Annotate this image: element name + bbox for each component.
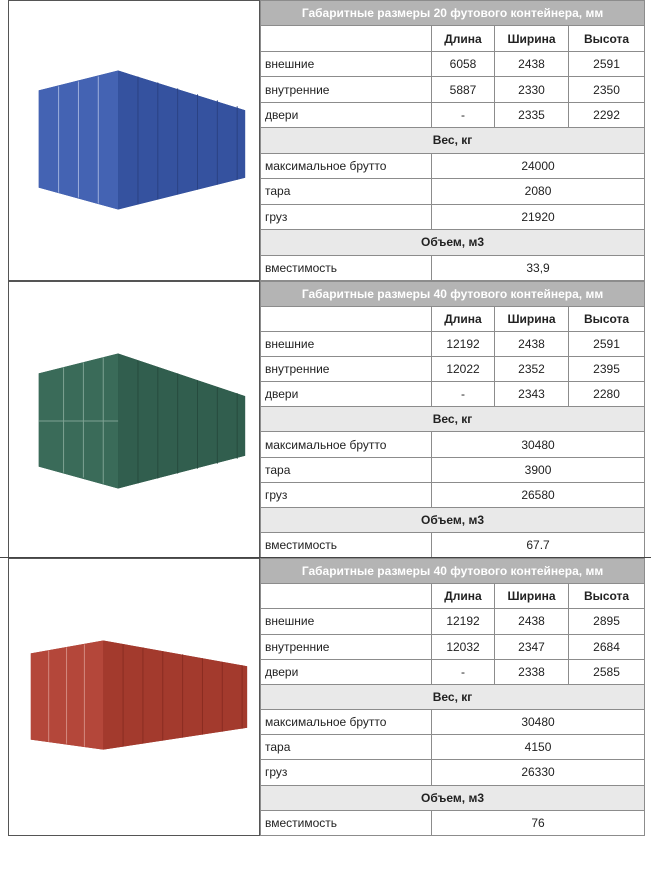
volume-value: 67.7 [432, 532, 645, 557]
spec-title: Габаритные размеры 20 футового контейнера, мм [261, 1, 645, 26]
blue-20ft-container-image [9, 1, 259, 280]
weight-row-cargo [261, 760, 645, 785]
value-width: 2347 [495, 634, 569, 659]
weight-header-row [261, 684, 645, 709]
spec-title-row [261, 1, 645, 26]
value-height: 2292 [569, 102, 645, 127]
weight-row-gross [261, 710, 645, 735]
row-label: груз [261, 760, 432, 785]
value-height: 2395 [569, 357, 645, 382]
value-length: 12192 [432, 609, 495, 634]
red-40ft-container-image [9, 559, 259, 835]
dimensions-header-row [261, 26, 645, 51]
dims-row-external [261, 51, 645, 76]
dims-row-internal [261, 634, 645, 659]
weight-value: 26330 [432, 760, 645, 785]
volume-row [261, 532, 645, 557]
row-label: вместимость [261, 810, 432, 835]
value-length: - [432, 659, 495, 684]
volume-value: 33,9 [432, 255, 645, 280]
weight-row-gross [261, 153, 645, 178]
row-label: внешние [261, 51, 432, 76]
weight-row-gross [261, 432, 645, 457]
weight-value: 2080 [432, 179, 645, 204]
header-height: Высота [569, 26, 645, 51]
value-length: 12032 [432, 634, 495, 659]
value-length: - [432, 102, 495, 127]
value-length: 12192 [432, 332, 495, 357]
volume-value: 76 [432, 810, 645, 835]
row-label: максимальное брутто [261, 153, 432, 178]
value-width: 2330 [495, 77, 569, 102]
weight-row-tare [261, 457, 645, 482]
header-empty-cell [261, 26, 432, 51]
container-image-cell [8, 558, 260, 836]
row-label: двери [261, 659, 432, 684]
value-width: 2338 [495, 659, 569, 684]
row-label: внешние [261, 609, 432, 634]
weight-row-cargo [261, 482, 645, 507]
value-length: - [432, 382, 495, 407]
spec-title-row [261, 559, 645, 584]
row-label: груз [261, 482, 432, 507]
row-label: тара [261, 735, 432, 760]
header-empty-cell [261, 307, 432, 332]
value-width: 2352 [495, 357, 569, 382]
header-width: Ширина [495, 26, 569, 51]
weight-header: Вес, кг [261, 407, 645, 432]
container-side-face [103, 640, 247, 749]
spec-title-row [261, 282, 645, 307]
spec-table [260, 558, 645, 836]
row-label: груз [261, 204, 432, 229]
volume-header-row [261, 785, 645, 810]
value-width: 2343 [495, 382, 569, 407]
container-block-40ft-red [8, 558, 644, 836]
dimensions-header-row [261, 307, 645, 332]
volume-header: Объем, м3 [261, 507, 645, 532]
weight-value: 4150 [432, 735, 645, 760]
volume-header-row [261, 230, 645, 255]
row-label: вместимость [261, 532, 432, 557]
weight-row-tare [261, 179, 645, 204]
weight-value: 21920 [432, 204, 645, 229]
header-empty-cell [261, 584, 432, 609]
weight-row-tare [261, 735, 645, 760]
dims-row-doors [261, 102, 645, 127]
weight-header-row [261, 128, 645, 153]
value-height: 2350 [569, 77, 645, 102]
container-block-20ft [8, 0, 644, 281]
value-height: 2591 [569, 51, 645, 76]
row-label: вместимость [261, 255, 432, 280]
value-height: 2591 [569, 332, 645, 357]
container-block-40ft-green [8, 281, 644, 558]
row-label: внутренние [261, 634, 432, 659]
row-label: тара [261, 457, 432, 482]
volume-header: Объем, м3 [261, 785, 645, 810]
weight-value: 26580 [432, 482, 645, 507]
value-width: 2438 [495, 609, 569, 634]
dimensions-header-row [261, 584, 645, 609]
value-length: 12022 [432, 357, 495, 382]
header-length: Длина [432, 307, 495, 332]
row-label: внешние [261, 332, 432, 357]
volume-header: Объем, м3 [261, 230, 645, 255]
container-side-face [118, 71, 245, 210]
header-width: Ширина [495, 307, 569, 332]
dims-row-external [261, 609, 645, 634]
container-image-cell [8, 0, 260, 281]
weight-header: Вес, кг [261, 128, 645, 153]
volume-header-row [261, 507, 645, 532]
volume-row [261, 255, 645, 280]
header-length: Длина [432, 26, 495, 51]
dims-row-internal [261, 357, 645, 382]
weight-value: 30480 [432, 710, 645, 735]
header-height: Высота [569, 584, 645, 609]
value-height: 2585 [569, 659, 645, 684]
value-width: 2335 [495, 102, 569, 127]
weight-value: 30480 [432, 432, 645, 457]
row-label: двери [261, 382, 432, 407]
spec-title: Габаритные размеры 40 футового контейнера, мм [261, 559, 645, 584]
weight-header: Вес, кг [261, 684, 645, 709]
value-width: 2438 [495, 51, 569, 76]
volume-row [261, 810, 645, 835]
weight-row-cargo [261, 204, 645, 229]
container-image-cell [8, 281, 260, 558]
row-label: внутренние [261, 357, 432, 382]
container-side-face [118, 354, 245, 489]
weight-header-row [261, 407, 645, 432]
spec-table [260, 0, 645, 281]
header-height: Высота [569, 307, 645, 332]
dims-row-external [261, 332, 645, 357]
container-door-face [31, 640, 103, 749]
value-length: 5887 [432, 77, 495, 102]
value-height: 2280 [569, 382, 645, 407]
header-width: Ширина [495, 584, 569, 609]
dims-row-doors [261, 382, 645, 407]
spec-title: Габаритные размеры 40 футового контейнера, мм [261, 282, 645, 307]
value-width: 2438 [495, 332, 569, 357]
weight-value: 24000 [432, 153, 645, 178]
value-height: 2895 [569, 609, 645, 634]
row-label: тара [261, 179, 432, 204]
spec-table [260, 281, 645, 558]
value-height: 2684 [569, 634, 645, 659]
row-label: максимальное брутто [261, 710, 432, 735]
dims-row-internal [261, 77, 645, 102]
header-length: Длина [432, 584, 495, 609]
green-40ft-container-image [9, 282, 259, 557]
weight-value: 3900 [432, 457, 645, 482]
row-label: внутренние [261, 77, 432, 102]
row-label: максимальное брутто [261, 432, 432, 457]
row-label: двери [261, 102, 432, 127]
dims-row-doors [261, 659, 645, 684]
value-length: 6058 [432, 51, 495, 76]
